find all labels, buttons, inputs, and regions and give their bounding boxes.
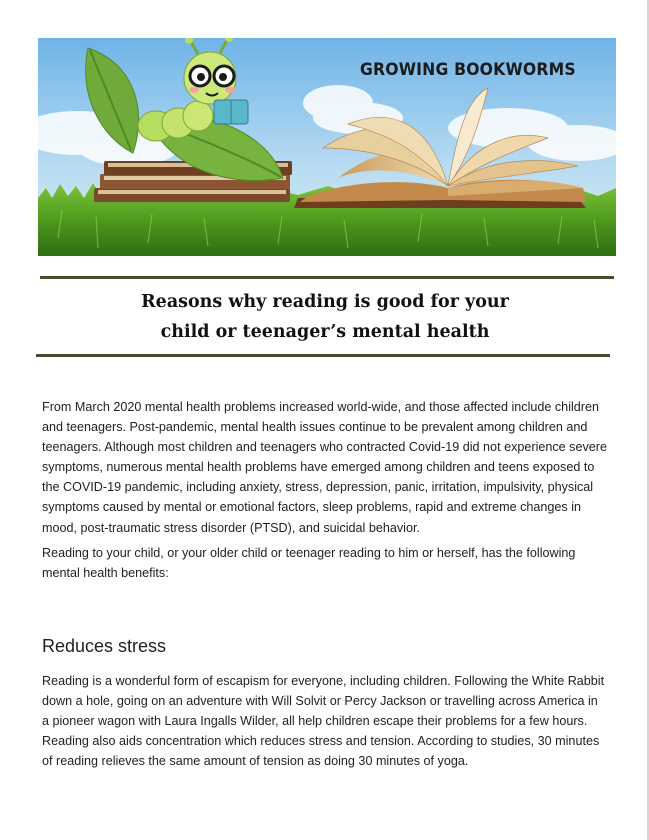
title-top-rule <box>40 276 614 279</box>
section-heading-reduces-stress: Reduces stress <box>42 636 167 656</box>
title-line-2: child or teenager’s mental health <box>160 322 490 342</box>
title-bottom-rule <box>36 354 610 357</box>
article-title <box>38 287 612 347</box>
brand-logo-text: GROWING BOOKWORMS <box>360 60 576 80</box>
title-line-1: Reasons why reading is good for your <box>141 292 509 312</box>
intro-paragraph: From March 2020 mental health problems increased world-wide, and those affected include children and teenagers. Post-pandemic, mental health issues continue to be prevalent among children and teenagers. Although most children and teenagers who contracted Covid-19 did not experience severe symptoms, numerous mental health problems have emerged among children and teens exposed to the COVID-19 pandemic, including anxiety, stress, depression, panic, irritation, impulsivity, physical symptoms caused by mental or emotional factors, sleep problems, rapid and extreme changes in mood, post-traumatic stress disorder (PTSD), and suicidal behavior. <box>42 400 607 535</box>
reduces-stress-paragraph: Reading is a wonderful form of escapism for everyone, including children. Following the White Rabbit down a hole, going on an adventure with Will Solvit or Percy Jackson or travelling across America in a pioneer wagon with Laura Ingalls Wilder, all help children escape their problems for a few hours. Reading also aids concentration which reduces stress and tension. According to studies, 30 minutes of reading relieves the same amount of tension as doing 30 minutes of yoga. <box>42 674 605 769</box>
lead-in-paragraph: Reading to your child, or your older child or teenager reading to him or herself, has the following mental health benefits: <box>42 546 576 581</box>
header-banner <box>38 38 616 256</box>
